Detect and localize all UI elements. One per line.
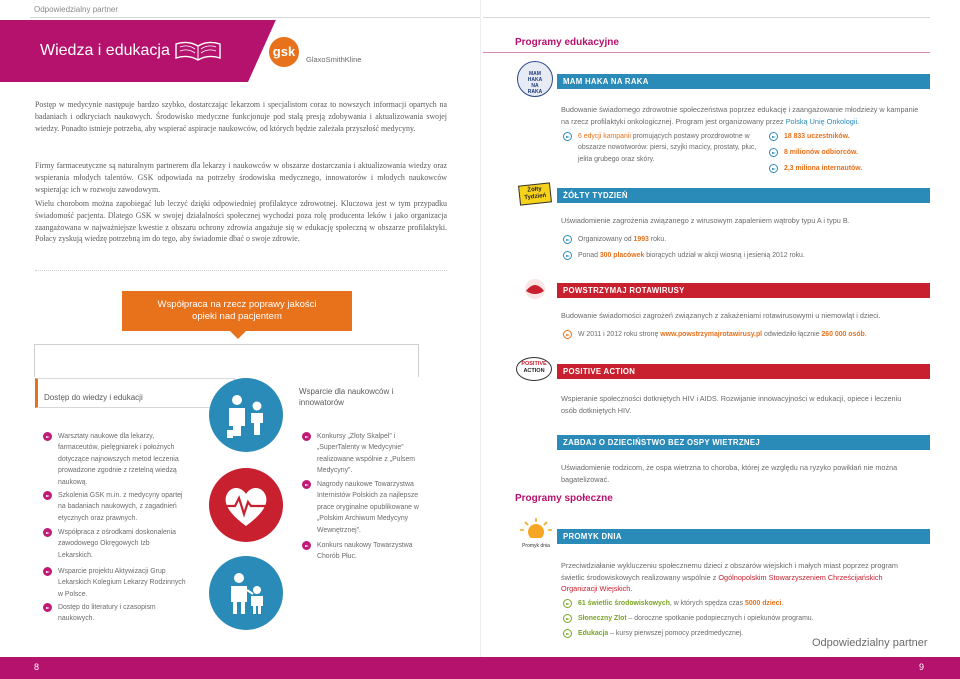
arrow-icon	[563, 251, 572, 260]
page-divider	[480, 0, 481, 679]
arrow-icon	[563, 330, 572, 339]
positive-description: Wspieranie społeczności dotkniętych HIV i AIDS. Rozwijanie innowacyjności w edukacji, opiece i leczeniu osób dotkniętych HIV.	[561, 394, 902, 415]
raka-logo	[517, 61, 553, 97]
raka-item-1: 6 edycji kampanii promujących postawy prozdrowotne w obszarze nowotworów: piersi, szyjki macicy, prostaty, płuc, jelita grubego oraz skóry.	[578, 131, 758, 165]
programy-edukacyjne-heading: Programy edukacyjne	[515, 37, 619, 48]
paragraph-rule	[35, 270, 447, 271]
positive-title: POSITIVE ACTION	[563, 367, 636, 376]
arrow-icon	[43, 491, 52, 500]
arrow-icon	[563, 629, 572, 638]
right-footer-label: Odpowiedzialny partner	[812, 637, 928, 649]
col1-header-box	[35, 378, 235, 408]
col2-header-box	[293, 378, 443, 416]
col1-item-3: Współpraca z ośrodkami doskonalenia zawodowego Okręgowych Izb Lekarskich.	[58, 527, 186, 561]
intro-paragraph-3: Wielu chorobom można zapobiegać lub leczyć dzięki odpowiedniej profilaktyce zdrowotnej. Kluczowa jest w tym przypadku świadomość pacjenta. Dlatego GSK w swojej działalności społecznej wychodzi poza rolę producenta leków i jako organizacja zaangażowana w najważniejsze kwestie z obszaru ochrony zdrowia angażuje się w edukację społeczną w obszarze profilaktyki. Połacy zyskują wiedzę potrzebną im do tego, aby świadomie dbać o swoje zdrowie.	[35, 199, 447, 244]
connector-left	[34, 344, 35, 377]
raka-description: Budowanie świadomego zdrowotnie społeczeństwa poprzez edukację i zaangażowanie młodzieży w kampanie na rzecz profilaktyki onkologicznej. Program jest organizowany przez Polską Unię Onkologii.	[561, 105, 919, 126]
col1-item-1: Warsztaty naukowe dla lekarzy, farmaceutów, pielęgniarek i położnych dotyczące najnowszych metod leczenia prowadzone zgodnie z rzetelną wiedzą naukową.	[58, 431, 186, 488]
programy-spoleczne-heading: Programy społeczne	[515, 493, 613, 504]
arrow-icon	[43, 603, 52, 612]
gsk-logo	[269, 37, 299, 67]
promyk-item-2: Słoneczny Zlot – doroczne spotkanie podopiecznych i opiekunów programu.	[578, 613, 918, 624]
promyk-logo	[517, 516, 555, 548]
cooperation-banner-text: Współpraca na rzecz poprawy jakości opieki nad pacjentem	[157, 299, 317, 322]
positive-logo-top: POSITIVE	[521, 361, 547, 367]
cooperation-banner	[122, 291, 352, 331]
banner-pointer	[230, 331, 246, 339]
heading-rule	[483, 52, 930, 53]
arrow-icon	[302, 480, 311, 489]
connector-right	[418, 344, 419, 377]
raka-stat-3: 2,3 miliona internautów.	[784, 163, 924, 174]
raka-stat-1: 18 833 uczestników.	[784, 131, 924, 142]
rota-title-bar	[557, 283, 930, 298]
promyk-item-3: Edukacja – kursy pierwszej pomocy przedmedycznej.	[578, 628, 918, 639]
raka-title-bar	[557, 74, 930, 89]
book-icon	[172, 38, 224, 64]
right-footer-band	[480, 657, 960, 679]
col1-item-5: Dostęp do literatury i czasopism naukowych.	[58, 602, 186, 625]
raka-logo-text: MAM HAKA NA RAKA	[527, 71, 543, 95]
right-top-rule	[483, 17, 930, 18]
col1-header-title: Dostęp do wiedzy i edukacji	[44, 393, 143, 402]
promyk-title: PROMYK DNIA	[563, 532, 622, 541]
col1-item-4: Wsparcie projektu Aktywizacji Grup Lekarskich Kolegium Lekarzy Rodzinnych w Polsce.	[58, 566, 186, 600]
heart-pulse-icon	[209, 468, 283, 542]
ospa-title: ZABDAJ O DZIECIŃSTWO BEZ OSPY WIETRZNEJ	[563, 438, 760, 447]
arrow-icon	[563, 132, 572, 141]
top-label: Odpowiedzialny partner	[34, 5, 119, 14]
right-page-number: 9	[919, 662, 925, 672]
gsk-brand-name: GlaxoSmithKline	[306, 55, 362, 64]
positive-action-logo	[516, 357, 552, 381]
raka-title: MAM HAKA NA RAKA	[563, 77, 649, 86]
col1-item-2: Szkolenia GSK m.in. z medycyny opartej na badaniach naukowych, z zagadnień etycznych oraz prawnych.	[58, 490, 186, 524]
zolty-title: ŻÓŁTY TYDZIEŃ	[563, 191, 628, 200]
arrow-icon	[302, 541, 311, 550]
col2-item-1: Konkursy „Złoty Skalpel” i „SuperTalenty w Medycynie” realizowane wspólnie z „Pulsem Medycyny”.	[317, 431, 435, 477]
promyk-logo-text: Promyk dnia	[522, 543, 550, 549]
connector-top	[34, 344, 419, 345]
zolty-description: Uświadomienie zagrożenia związanego z wirusowym zapaleniem wątroby typu A i typu B.	[561, 216, 850, 225]
col2-item-3: Konkurs naukowy Towarzystwa Chorób Płuc.	[317, 540, 435, 563]
zolty-title-bar	[557, 188, 930, 203]
left-footer-band	[0, 657, 480, 679]
positive-logo-bottom: ACTION	[523, 368, 545, 374]
arrow-icon	[769, 164, 778, 173]
ospa-title-bar	[557, 435, 930, 450]
zolty-item-1: Organizowany od 1993 roku.	[578, 234, 908, 245]
ospa-description: Uświadomienie rodzicom, że ospa wietrzna to choroba, której ze względu na ryzyko powikłań nie można bagatelizować.	[561, 463, 898, 484]
col2-header-title: Wsparcie dla naukowców i innowatorów	[299, 387, 394, 407]
arrow-icon	[43, 567, 52, 576]
zolty-item-2: Ponad 300 placówek biorących udział w akcji wiosną i jesienią 2012 roku.	[578, 250, 908, 261]
intro-paragraph-1: Postęp w medycynie następuje bardzo szybko, dostarczając lekarzom i specjalistom coraz to nowszych informacji opartych na badaniach i odkryciach naukowych. Środowisko medyczne funkcjonuje pod stałą presją zdobywania i aktualizowania swojej wiedzy. Ponadto istnieje potrzeba, aby wspierać aspiracje naukowców, od których będzie zależała przyszłość medycyny.	[35, 100, 447, 133]
top-rule	[30, 17, 480, 18]
arrow-icon	[563, 235, 572, 244]
arrow-icon	[769, 132, 778, 141]
doctor-patient-icon	[209, 378, 283, 452]
positive-title-bar	[557, 364, 930, 379]
researchers-icon	[209, 556, 283, 630]
promyk-item-1: 61 świetlic środowiskowych, w których spędza czas 5000 dzieci.	[578, 598, 918, 609]
arrow-icon	[563, 614, 572, 623]
col2-item-2: Nagrody naukowe Towarzystwa Internistów Polskich za najlepsze prace oryginalne opublikowane w „Polskim Archiwum Medycyny Wewnętrznej”.	[317, 479, 435, 536]
gsk-logo-text: gsk	[272, 44, 296, 59]
arrow-icon	[302, 432, 311, 441]
arrow-icon	[43, 528, 52, 537]
raka-stat-2: 8 milionów odbiorców.	[784, 147, 924, 158]
promyk-title-bar	[557, 529, 930, 544]
rota-description: Budowanie świadomości zagrożeń związanych z zakażeniami rotawirusowymi u niemowląt i dzieci.	[561, 311, 881, 320]
section-title: Wiedza i edukacja	[40, 42, 170, 59]
rota-item-1: W 2011 i 2012 roku stronę www.powstrzymajrotawirusy.pl odwiedziło łącznie 260 000 osób.	[578, 329, 923, 340]
rotavirus-logo	[520, 277, 550, 301]
promyk-description: Przeciwdziałanie wykluczeniu społecznemu dzieci z obszarów wiejskich i małych miast poprzez program świetlic środowiskowych realizowany wspólnie z Ogólnopolskim Stowarzyszeniem Chrześcijańskich Organizacji Wiejskich.	[561, 561, 899, 594]
zolty-logo-text: Żółty Tydzień	[524, 186, 547, 202]
arrow-icon	[43, 432, 52, 441]
zolty-logo	[518, 182, 552, 205]
rota-title: POWSTRZYMAJ ROTAWIRUSY	[563, 286, 685, 295]
arrow-icon	[769, 148, 778, 157]
left-page-number: 8	[34, 662, 40, 672]
arrow-icon	[563, 599, 572, 608]
intro-paragraph-2: Firmy farmaceutyczne są naturalnym partnerem dla lekarzy i naukowców w obszarze dostarczania i aktualizowania wiedzy oraz wspierania młodych talentów. GSK odpowiada na potrzeby środowiska medycznego, innowatorów i młodych naukowców wspierając ich w rozwoju zawodowym.	[35, 161, 447, 194]
